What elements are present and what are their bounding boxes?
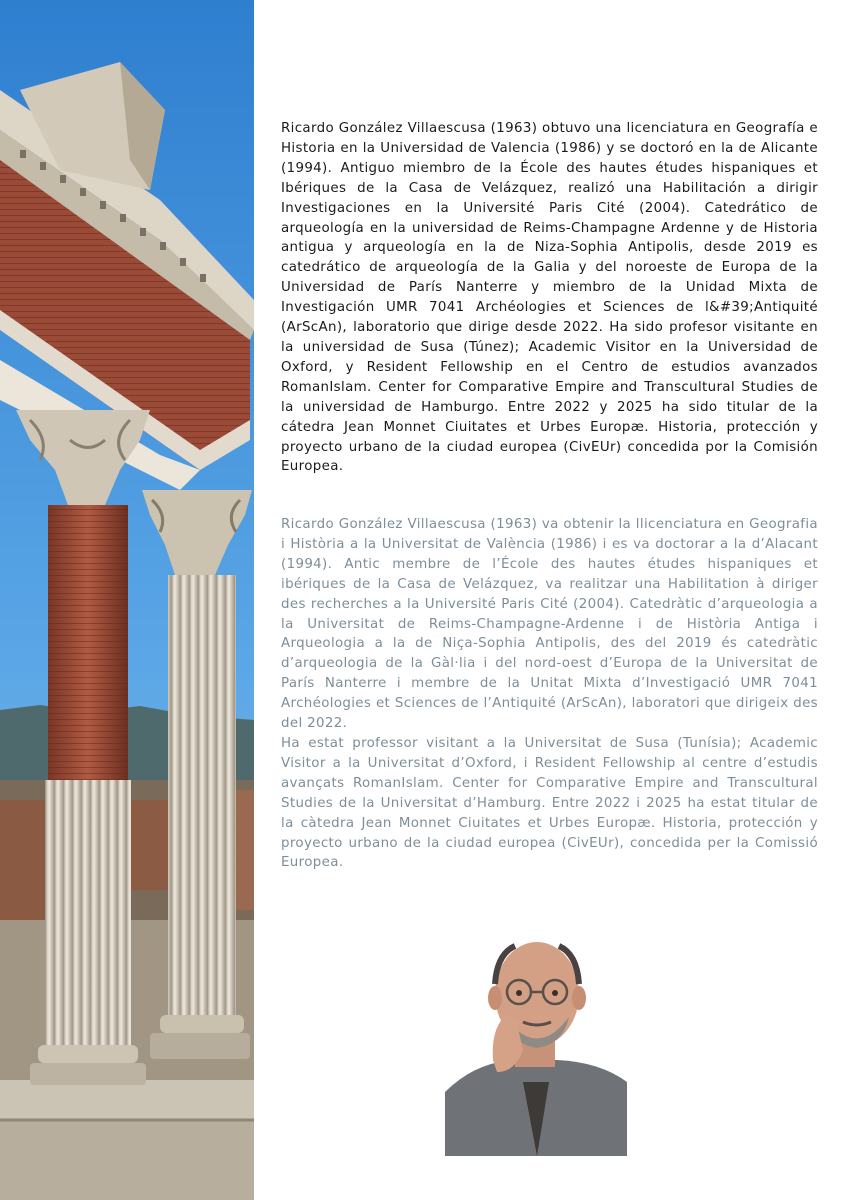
bio-catalan-paragraph-1: Ricardo González Villaescusa (1963) va obtenir la llicenciatura en Geografia i Història a la Universitat de València (1986) i es va doctorar a la d’Alacant (1994). Antic membre de l’École des hautes études hispaniques et ibériques de la Casa de Velázquez, va realitzar una Habilitation à diriger des recherches a la Université Paris Cité (2004). Catedràtic d’arqueologia a la Universitat de Reims-Champagne-Ardenne i de Història Antiga i Arqueologia a la de Niça-Sophia Antipolis, des del 2019 és catedràtic d’arqueologia de la Gàl·lia i del nord-oest d’Europa de la Universitat de París Nanterre i membre de la Unitat Mixta d’Investigació UMR 7041 Archéologies et Sciences de l’Antiquité (ArScAn), laboratori que dirigeix des del 2022. xyxy=(281,517,818,732)
author-portrait xyxy=(445,932,627,1156)
bio-catalan xyxy=(281,515,818,873)
temple-columns-photo xyxy=(0,0,254,1200)
bio-spanish: Ricardo González Villaescusa (1963) obtuvo una licenciatura en Geografía e Historia en la Universidad de Valencia (1986) y se doctoró en la de Alicante (1994). Antiguo miembro de la École des hautes études hispaniques et Ibériques de la Casa de Velázquez, realizó una Habilitación a dirigir Investigaciones en la Université Paris Cité (2004). Catedrático de arqueología en la universidad de Reims-Champagne Ardenne y de Historia antigua y arqueología en la de Niza-Sophia Antipolis, desde 2019 es catedrático de arqueología de la Galia y del noroeste de Europa de la Universidad de París Nanterre y miembro de la Unidad Mixta de Investigación UMR 7041 Archéologies et Sciences de l&#39;Antiquité (ArScAn), laboratorio que dirige desde 2022. Ha sido profesor visitante en la universidad de Susa (Túnez); Academic Visitor en la Universidad de Oxford, y Resident Fellowship en el Centro de estudios avanzados RomanIslam. Center for Comparative Empire and Transcultural Studies de la universidad de Hamburgo. Entre 2022 y 2025 ha sido titular de la cátedra Jean Monnet Ciuitates et Urbes Europæ. Historia, protección y proyecto urbano de la ciudad europea (CivEUr) concedida por la Comisión Europea. xyxy=(281,121,818,475)
bio-catalan-paragraph-2: Ha estat professor visitant a la Universitat de Susa (Tunísia); Academic Visitor a la Universitat d’Oxford, i Resident Fellowship al centre d’estudis avançats RomanIslam. Center for Comparative Empire and Transcultural Studies de la Universitat d’Hamburg. Entre 2022 i 2025 ha estat titular de la càtedra Jean Monnet Ciuitates et Urbes Europæ. Historia, protección y proyecto urbano de la ciudad europea (CivEUr), concedida per la Comissió Europea. xyxy=(281,735,818,871)
